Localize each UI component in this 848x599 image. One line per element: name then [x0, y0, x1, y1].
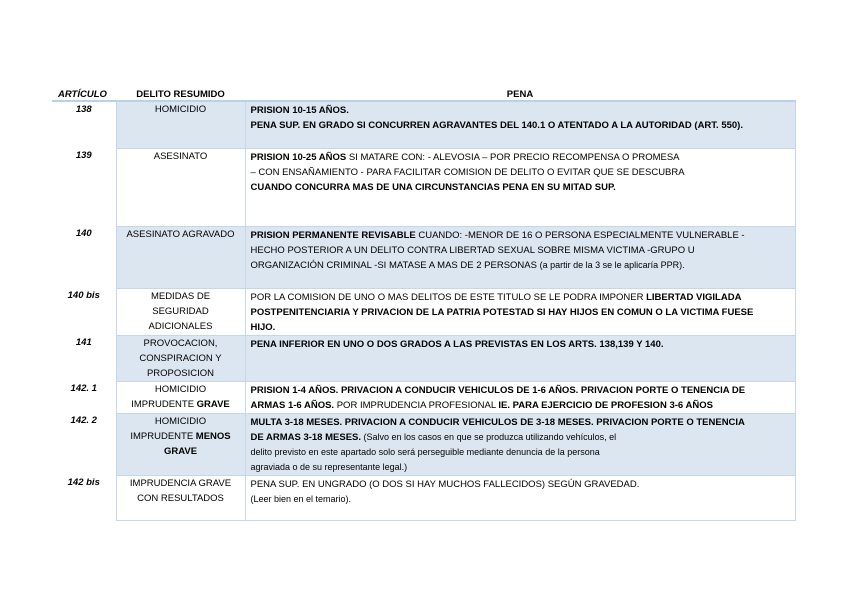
pena-line	[251, 415, 791, 430]
table-row	[52, 413, 795, 475]
delito-line	[119, 319, 243, 334]
pena-line	[251, 180, 791, 195]
articulo-cell: 140	[75, 228, 92, 239]
pena-segment: POSTPENITENCIARIA Y PRIVACION DE LA PATRIA POTESTAD SI HAY HIJOS EN COMUN O LA VICTIMA FUESE	[250, 306, 754, 318]
pena-segment: (a partir de la 3 se le aplicaría PPR).	[539, 259, 685, 270]
delito-text: IMPRUDENTE	[131, 398, 197, 410]
delito-text: PROPOSICION	[146, 367, 215, 379]
delito-emphasis: GRAVE	[196, 398, 230, 410]
pena-line	[251, 118, 791, 133]
pena-line	[251, 150, 791, 165]
penalties-table	[52, 87, 796, 521]
pena-segment: POR LA COMISION DE UNO O MAS DELITOS DE ESTE TITULO SE LE PODRA IMPONER	[250, 291, 647, 303]
delito-line	[119, 429, 243, 459]
pena-segment: PRISION 1-4 AÑOS. PRIVACION A CONDUCIR VEHICULOS DE 1-6 AÑOS. PRIVACION PORTE O TENENCIA DE	[250, 384, 746, 396]
pena-line	[251, 290, 791, 305]
pena-segment: PENA SUP. EN UNGRADO (O DOS SI HAY MUCHOS FALLECIDOS) SEGÚN GRAVEDAD.	[250, 478, 640, 490]
delito-text: IMPRUDENCIA GRAVE	[129, 477, 232, 489]
table-row	[52, 381, 795, 413]
pena-segment: LIBERTAD VIGILADA	[646, 291, 742, 303]
delito-line	[119, 366, 243, 381]
pena-line	[251, 477, 791, 492]
articulo-cell: 140 bis	[67, 290, 100, 301]
delito-text: MEDIDAS DE	[150, 290, 211, 302]
pena-segment: CUANDO: -MENOR DE 16 O PERSONA ESPECIALMENTE VULNERABLE -	[415, 229, 745, 241]
pena-segment: HIJO.	[250, 321, 276, 333]
pena-segment: ARMAS 1-6 AÑOS.	[250, 399, 335, 411]
pena-segment: MULTA 3-18 MESES. PRIVACION A CONDUCIR VEHICULOS DE 3-18 MESES. PRIVACION PORTE O TENENCIA	[250, 416, 745, 428]
delito-line	[119, 491, 243, 506]
articulo-cell: 139	[75, 150, 92, 161]
delito-line	[119, 414, 243, 429]
delito-text: ADICIONALES	[148, 320, 213, 332]
delito-text: HOMICIDIO	[154, 104, 207, 115]
header-articulo: ARTÍCULO	[52, 87, 116, 101]
pena-cell	[245, 381, 795, 413]
pena-line	[251, 398, 791, 413]
pena-segment: CUANDO CONCURRA MAS DE UNA CIRCUNSTANCIAS PENA EN SU MITAD SUP.	[250, 181, 616, 193]
delito-text: SEGURIDAD	[152, 305, 209, 317]
delito-cell	[116, 335, 245, 381]
pena-segment: (Salvo en los casos en que se produzca utilizando vehículos, el	[361, 431, 617, 442]
table-row	[52, 226, 795, 288]
pena-segment: IE. PARA EJERCICIO DE PROFESION 3-6 AÑOS	[498, 399, 713, 411]
delito-text: CON RESULTADOS	[137, 492, 224, 504]
delito-line	[119, 227, 243, 242]
pena-cell	[245, 288, 795, 335]
delito-line	[119, 304, 243, 319]
table-body	[52, 101, 795, 520]
delito-text: HOMICIDIO	[154, 383, 207, 395]
pena-segment: ORGANIZACIÓN CRIMINAL -SI MATASE A MAS DE 2 PERSONAS	[250, 259, 540, 271]
articulo-cell: 142 bis	[67, 477, 100, 488]
pena-line	[251, 445, 791, 460]
articulo-cell: 142. 2	[70, 415, 97, 426]
pena-line	[251, 383, 791, 398]
header-pena: PENA	[245, 87, 795, 101]
delito-cell	[116, 288, 245, 335]
articulo-cell: 141	[75, 337, 92, 348]
pena-line	[251, 492, 791, 507]
table-row	[52, 475, 795, 520]
pena-line	[251, 228, 791, 243]
pena-cell	[245, 335, 795, 381]
pena-line	[251, 165, 791, 180]
delito-cell	[116, 226, 245, 288]
delito-line	[119, 397, 243, 412]
delito-text: ASESINATO	[153, 150, 208, 162]
table-row	[52, 288, 795, 335]
pena-segment: HECHO POSTERIOR A UN DELITO CONTRA LIBERTAD SEXUAL SOBRE MISMA VICTIMA -GRUPO U	[250, 244, 695, 256]
delito-emphasis: MENOS GRAVE	[163, 430, 231, 457]
pena-line	[251, 430, 791, 445]
pena-line	[251, 305, 791, 320]
table-row	[52, 335, 795, 381]
delito-line	[119, 102, 243, 117]
delito-cell	[116, 148, 245, 226]
pena-cell	[245, 226, 795, 288]
table-row	[52, 148, 795, 226]
pena-segment: PRISION PERMANENTE REVISABLE	[250, 229, 416, 241]
delito-line	[119, 336, 243, 351]
pena-segment: (Leer bien en el temario).	[250, 493, 352, 504]
delito-text: HOMICIDIO	[154, 415, 207, 427]
pena-cell	[245, 475, 795, 520]
pena-line	[251, 103, 791, 118]
pena-cell	[245, 148, 795, 226]
delito-text: PROVOCACION,	[143, 337, 218, 349]
pena-line	[251, 258, 791, 273]
delito-text: CONSPIRACION Y	[139, 352, 222, 364]
delito-cell	[116, 101, 245, 148]
delito-text: ASESINATO AGRAVADO	[126, 228, 235, 240]
pena-segment: POR IMPRUDENCIA PROFESIONAL	[334, 399, 499, 411]
pena-segment: agraviada o de su representante legal.)	[250, 461, 408, 472]
delito-cell	[116, 475, 245, 520]
delito-line	[119, 382, 243, 397]
delito-text: IMPRUDENTE	[130, 430, 196, 442]
delito-line	[119, 351, 243, 366]
header-delito: DELITO RESUMIDO	[116, 87, 245, 101]
pena-segment: DE ARMAS 3-18 MESES.	[250, 431, 362, 443]
pena-segment: PRISION 10-25 AÑOS	[250, 151, 347, 163]
pena-cell	[245, 101, 795, 148]
delito-cell	[116, 381, 245, 413]
table-row	[52, 101, 795, 148]
articulo-cell: 138	[75, 104, 92, 115]
pena-segment: PRISION 10-15 AÑOS.	[250, 105, 349, 116]
pena-cell	[245, 413, 795, 475]
delito-line	[119, 476, 243, 491]
pena-line	[251, 337, 791, 352]
header-row	[52, 87, 795, 101]
delito-line	[119, 289, 243, 304]
pena-segment: PENA SUP. EN GRADO SI CONCURREN AGRAVANTES DEL 140.1 O ATENTADO A LA AUTORIDAD (ART. 550).	[250, 120, 743, 131]
pena-line	[251, 460, 791, 475]
articulo-cell: 142. 1	[70, 383, 97, 394]
delito-line	[119, 149, 243, 164]
pena-segment: – CON ENSAÑAMIENTO - PARA FACILITAR COMISION DE DELITO O EVITAR QUE SE DESCUBRA	[250, 166, 685, 178]
pena-segment: SI MATARE CON: - ALEVOSIA – POR PRECIO RECOMPENSA O PROMESA	[346, 151, 680, 163]
pena-line	[251, 243, 791, 258]
pena-segment: PENA INFERIOR EN UNO O DOS GRADOS A LAS PREVISTAS EN LOS ARTS. 138,139 Y 140.	[250, 338, 664, 350]
pena-segment: delito previsto en este apartado solo será perseguible mediante denuncia de la persona	[250, 446, 600, 457]
pena-line	[251, 320, 791, 335]
delito-cell	[116, 413, 245, 475]
